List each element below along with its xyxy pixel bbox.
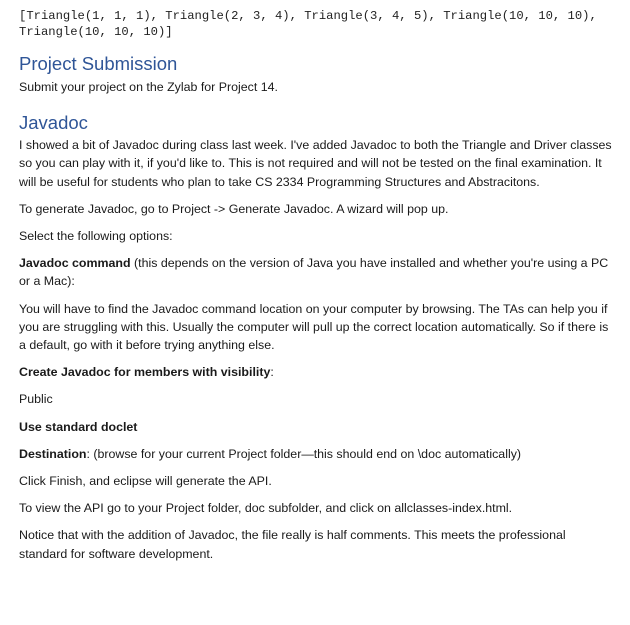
javadoc-finish-instruction: Click Finish, and eclipse will generate the API. xyxy=(19,474,272,489)
javadoc-command-text: (this depends on the version of Java you have installed and whether you're using a PC or a Mac): xyxy=(19,256,609,289)
javadoc-visibility-value: Public xyxy=(19,392,53,407)
javadoc-find-command: You will have to find the Javadoc command location on your computer by browsing. The TAs can help you if you are struggling with this. Usually the computer will pull up the correct location automatically. So if there is a default, go with it before trying anything else. xyxy=(19,301,609,353)
javadoc-notice: Notice that with the addition of Javadoc, the file really is half comments. This meets the professional standard for software development. xyxy=(19,528,566,561)
javadoc-command-paragraph xyxy=(19,254,615,290)
javadoc-heading: Javadoc xyxy=(19,112,88,134)
javadoc-destination-paragraph xyxy=(19,445,615,463)
javadoc-doclet-paragraph xyxy=(19,418,615,436)
javadoc-command-label: Javadoc command xyxy=(19,256,131,271)
javadoc-view-api-instruction: To view the API go to your Project folder, doc subfolder, and click on allclasses-index.html. xyxy=(19,501,513,516)
submission-text: Submit your project on the Zylab for Project 14. xyxy=(19,80,278,94)
javadoc-visibility-paragraph xyxy=(19,363,615,381)
document-page xyxy=(19,8,615,563)
code-output-line-1: [Triangle(1, 1, 1), Triangle(2, 3, 4), Triangle(3, 4, 5), Triangle(10, 10, 10), xyxy=(19,9,597,23)
submission-heading: Project Submission xyxy=(19,53,178,74)
javadoc-doclet-label: Use standard doclet xyxy=(19,419,138,434)
code-output-block xyxy=(19,8,615,40)
javadoc-visibility-label: Create Javadoc for members with visibility xyxy=(19,365,271,380)
javadoc-intro: I showed a bit of Javadoc during class last week. I've added Javadoc to both the Triangle and Driver classes so you can play with it, if you'd like to. This is not required and will not be tested on the final examination. It will be useful for students who plan to take CS 2334 Programming Structures and Abstracitons. xyxy=(19,138,612,189)
javadoc-select-options: Select the following options: xyxy=(19,229,173,244)
javadoc-visibility-colon: : xyxy=(270,365,274,380)
javadoc-generate-instruction: To generate Javadoc, go to Project -> Generate Javadoc. A wizard will pop up. xyxy=(19,201,449,216)
code-output-line-2: Triangle(10, 10, 10)] xyxy=(19,25,173,39)
javadoc-destination-label: Destination xyxy=(19,446,87,461)
javadoc-destination-text: : (browse for your current Project folder—this should end on \doc automatically) xyxy=(86,446,522,461)
